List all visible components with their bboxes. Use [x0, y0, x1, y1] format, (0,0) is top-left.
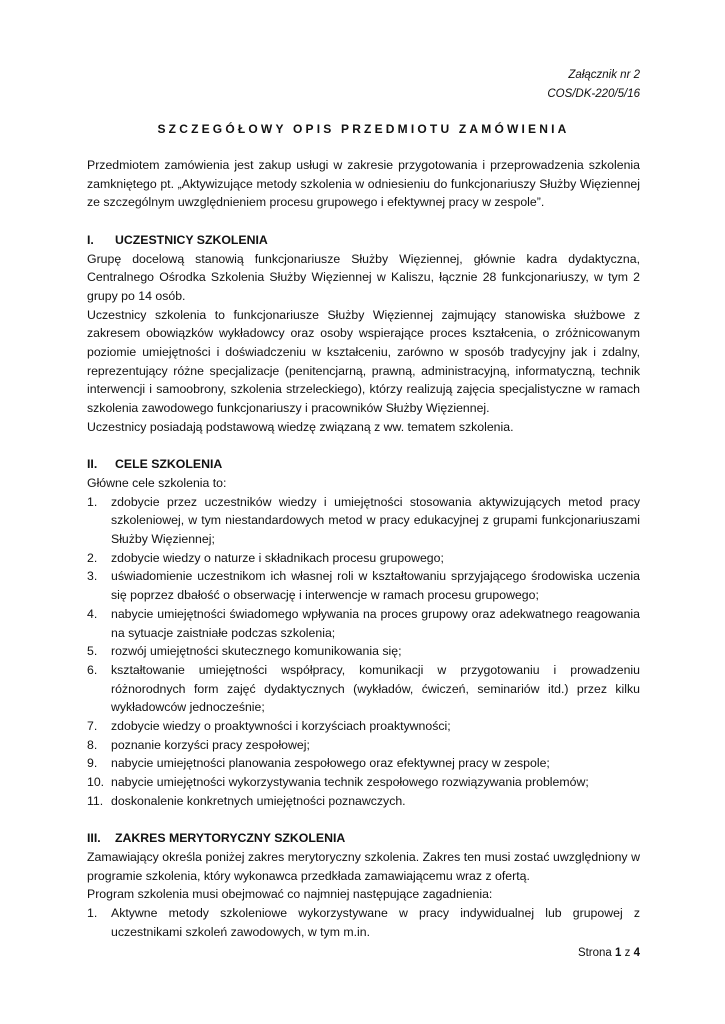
list-text: zdobycie wiedzy o proaktywności i korzyściach proaktywności;	[111, 719, 451, 734]
section-heading	[87, 231, 640, 250]
section-heading	[87, 455, 640, 474]
list-text: nabycie umiejętności świadomego wpływania na proces grupowy oraz adekwatnego reagowania na sytuacje zaistniałe podczas szkolenia;	[111, 606, 640, 640]
document-body	[87, 156, 640, 941]
section-title: CELE SZKOLENIA	[115, 457, 223, 472]
list-item	[87, 736, 640, 755]
list-number: 4.	[87, 606, 98, 621]
list-text: kształtowanie umiejętności współpracy, komunikacji w przygotowaniu i prowadzeniu różnorodnych form zajęć dydaktycznych (wykładów, ćwiczeń, seminariów itd.) przez kilku wykładowców jednocześnie;	[111, 662, 640, 715]
list-number: 11.	[87, 793, 104, 808]
list-item	[87, 792, 640, 811]
paragraph: Grupę docelową stanowią funkcjonariusze Służby Więziennej, głównie kadra dydaktyczna, Centralnego Ośrodka Szkolenia Służby Więziennej w Kaliszu, łącznie 28 funkcjonariuszy, w tym 2 grupy po 14 osób.	[87, 251, 640, 303]
section-number: III.	[87, 831, 101, 846]
scope-list	[87, 904, 640, 941]
intro-paragraph: Przedmiotem zamówienia jest zakup usługi w zakresie przygotowania i przeprowadzenia szkolenia zamkniętego pt. „Aktywizujące metody szkolenia w odniesieniu do funkcjonariuszy Służby Więziennej ze szczególnym uwzględnieniem procesu grupowego i efektywnej pracy w zespole”.	[87, 158, 640, 210]
document-page	[87, 0, 640, 1024]
list-number: 8.	[87, 737, 98, 752]
list-text: nabycie umiejętności wykorzystywania technik zespołowego rozwiązywania problemów;	[111, 775, 589, 790]
list-text: nabycie umiejętności planowania zespołowego oraz efektywnej pracy w zespole;	[111, 756, 550, 771]
list-item	[87, 717, 640, 736]
attachment-label: Załącznik nr 2	[568, 69, 640, 81]
list-text: rozwój umiejętności skutecznego komunikowania się;	[111, 644, 402, 659]
reference-number: COS/DK-220/5/16	[547, 88, 640, 100]
list-number: 5.	[87, 644, 98, 659]
list-number: 6.	[87, 662, 98, 677]
list-text: doskonalenie konkretnych umiejętności poznawczych.	[111, 793, 406, 808]
list-item	[87, 773, 640, 792]
list-number: 7.	[87, 719, 98, 734]
paragraph: Główne cele szkolenia to:	[87, 475, 227, 490]
paragraph: Uczestnicy szkolenia to funkcjonariusze Służby Więziennej zajmujący stanowiska służbowe z zakresem obowiązków wykładowcy oraz osoby wspierające proces kształcenia, o zróżnicowanym poziomie umiejętności i doświadczeniu w kształceniu, zarówno w sposób tradycyjny jak i zdalny, reprezentujący różne specjalizacje (penitencjarną, prawną, administracyjną, informatyczną, technik interwencji i samoobrony, szkolenia strzeleckiego), którzy realizują zajęcia specjalistyczne w ramach szkolenia zawodowego funkcjonariuszy i pracowników Służby Więziennej.	[87, 307, 640, 416]
current-page: 1	[615, 947, 622, 959]
section-title: ZAKRES MERYTORYCZNY SZKOLENIA	[115, 831, 346, 846]
list-item	[87, 661, 640, 717]
list-number: 1.	[87, 494, 98, 509]
list-number: 1.	[87, 906, 98, 921]
list-text: zdobycie wiedzy o naturze i składnikach procesu grupowego;	[111, 550, 444, 565]
list-number: 2.	[87, 550, 98, 565]
list-text: Aktywne metody szkoleniowe wykorzystywane w pracy indywidualnej lub grupowej z uczestnikami szkoleń zawodowych, w tym m.in.	[111, 906, 640, 939]
section-number: I.	[87, 232, 94, 247]
list-text: uświadomienie uczestnikom ich własnej roli w kształtowaniu sprzyjającego środowiska uczenia się poprzez dbałość o obserwację i interwencje w ramach procesu grupowego;	[111, 569, 640, 603]
list-item	[87, 642, 640, 661]
page-footer	[578, 947, 640, 959]
list-item	[87, 549, 640, 568]
list-text: zdobycie przez uczestników wiedzy i umiejętności stosowania aktywizujących metod pracy szkoleniowej, w tym niestandardowych metod w pracy edukacyjnej z grupami funkcjonariuszami Służby Więziennej;	[111, 494, 640, 547]
total-pages: 4	[633, 947, 640, 959]
list-item	[87, 493, 640, 549]
section-heading	[87, 829, 640, 848]
list-item	[87, 904, 640, 941]
section-title: UCZESTNICY SZKOLENIA	[115, 232, 268, 247]
list-item	[87, 605, 640, 642]
list-item	[87, 754, 640, 773]
list-item	[87, 567, 640, 604]
list-text: poznanie korzyści pracy zespołowej;	[111, 737, 310, 752]
paragraph: Program szkolenia musi obejmować co najmniej następujące zagadnienia:	[87, 887, 493, 902]
page-separator: z	[624, 947, 631, 959]
page-prefix: Strona	[577, 947, 612, 959]
paragraph: Uczestnicy posiadają podstawową wiedzę związaną z ww. tematem szkolenia.	[87, 419, 514, 434]
document-title: SZCZEGÓŁOWY OPIS PRZEDMIOTU ZAMÓWIENIA	[157, 122, 570, 136]
goals-list	[87, 493, 640, 811]
paragraph: Zamawiający określa poniżej zakres merytoryczny szkolenia. Zakres ten musi zostać uwzględniony w programie szkolenia, który wykonawca przedkłada zamawiającemu wraz z ofertą.	[87, 849, 640, 883]
list-number: 9.	[87, 756, 98, 771]
section-number: II.	[87, 457, 98, 472]
list-number: 3.	[87, 569, 98, 584]
list-number: 10.	[87, 775, 105, 790]
